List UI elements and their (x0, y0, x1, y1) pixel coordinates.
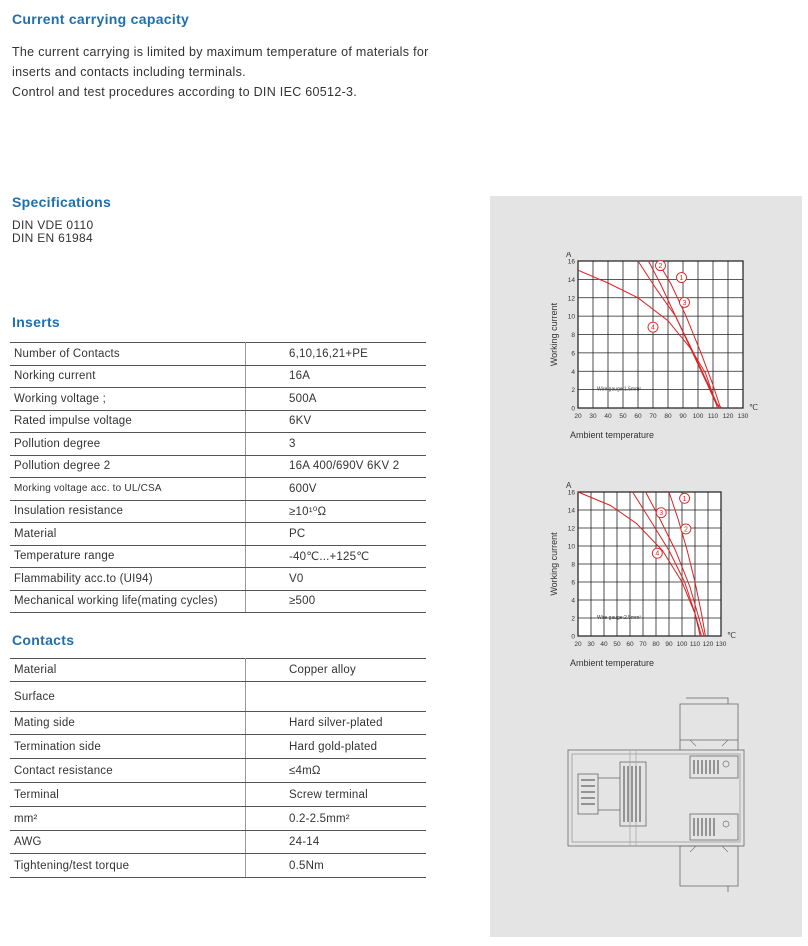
row-value: 0.5Nm (246, 854, 427, 878)
series-label-1: 1 (682, 495, 687, 503)
row-value (246, 682, 427, 712)
x-tick-label: 20 (574, 641, 582, 648)
y-tick-label: 0 (571, 633, 575, 641)
y-tick-label: 8 (571, 561, 575, 569)
x-tick-label: 130 (737, 413, 749, 420)
spec-standard: DIN EN 61984 (12, 231, 93, 245)
row-value: ≤4mΩ (246, 759, 427, 783)
x-tick-label: 90 (679, 413, 687, 420)
row-label: Material (10, 659, 246, 682)
row-value: 500A (246, 388, 427, 411)
series-label-1: 1 (679, 275, 684, 283)
table-row (10, 410, 426, 433)
row-label: Pollution degree (10, 433, 246, 456)
row-value: 16A 400/690V 6KV 2 (246, 455, 427, 478)
paragraph-line: inserts and contacts including terminals. (12, 65, 246, 79)
current-chart-2.5mm (490, 478, 802, 698)
row-value: Screw terminal (246, 783, 427, 807)
paragraph-line: Control and test procedures according to DIN IEC 60512-3. (12, 85, 358, 99)
row-label: Contact resistance (10, 759, 246, 783)
row-value: 0.2-2.5mm² (246, 807, 427, 831)
contacts-heading: Contacts (12, 632, 75, 648)
wire-gauge-annotation: Wire gauge:2.5mm² (597, 614, 641, 621)
inserts-table (10, 342, 426, 613)
row-label: Insulation resistance (10, 500, 246, 523)
y-tick-label: 2 (571, 615, 575, 623)
y-tick-label: 8 (571, 332, 575, 339)
y-tick-label: 4 (571, 368, 575, 376)
x-tick-label: 90 (665, 641, 673, 648)
x-axis-label: Ambient temperature (570, 430, 655, 440)
y-tick-label: 14 (567, 507, 575, 515)
row-value: 16A (246, 365, 427, 388)
y-axis-label: Working current (549, 532, 559, 596)
table-row (10, 365, 426, 388)
table-row (10, 831, 426, 854)
x-tick-label: 130 (715, 641, 727, 648)
x-tick-label: 30 (589, 413, 597, 420)
y-tick-label: 6 (571, 350, 575, 358)
row-value: -40℃...+125℃ (246, 545, 427, 568)
y-tick-label: 2 (571, 387, 575, 395)
row-label: Rated impulse voltage (10, 410, 246, 433)
table-row (10, 523, 426, 546)
table-row (10, 712, 426, 735)
row-value: 6,10,16,21+PE (246, 343, 427, 366)
row-label: Mating side (10, 712, 246, 735)
table-row (10, 343, 426, 366)
table-row (10, 783, 426, 807)
table-row (10, 759, 426, 783)
row-label: Termination side (10, 735, 246, 759)
series-label-2: 2 (683, 526, 688, 534)
x-tick-label: 70 (639, 641, 647, 648)
y-tick-label: 10 (567, 313, 575, 321)
x-tick-label: 120 (722, 413, 734, 420)
row-label: mm² (10, 807, 246, 831)
x-axis-label: Ambient temperature (570, 658, 655, 668)
row-label: Norking current (10, 365, 246, 388)
specifications-heading: Specifications (12, 194, 112, 210)
row-label: Pollution degree 2 (10, 455, 246, 478)
current-carrying-text (12, 42, 472, 102)
table-row (10, 854, 426, 878)
x-tick-label: 50 (619, 413, 627, 420)
x-tick-label: 110 (707, 413, 719, 420)
row-value: V0 (246, 568, 427, 591)
row-label: Flammability acc.to (UI94) (10, 568, 246, 591)
paragraph-line: The current carrying is limited by maximum temperature of materials for (12, 45, 429, 59)
x-tick-label: 110 (689, 641, 701, 648)
row-label: Mechanical working life(mating cycles) (10, 590, 246, 613)
wire-gauge-annotation: Wire gauge:1.5mm² (597, 386, 641, 393)
x-tick-label: 40 (600, 641, 608, 648)
y-tick-label: 16 (567, 258, 575, 266)
x-tick-label: 20 (574, 413, 582, 420)
row-label: Material (10, 523, 246, 546)
x-tick-label: 60 (626, 641, 634, 648)
x-tick-label: 60 (634, 413, 642, 420)
table-row (10, 735, 426, 759)
row-value: 24-14 (246, 831, 427, 854)
table-row (10, 433, 426, 456)
series-label-3: 3 (682, 299, 687, 307)
row-value: ≥500 (246, 590, 427, 613)
row-label: Number of Contacts (10, 343, 246, 366)
series-label-3: 3 (659, 510, 664, 518)
enclosure-drawing (490, 696, 802, 946)
table-row (10, 807, 426, 831)
table-row (10, 659, 426, 682)
y-tick-label: 12 (567, 525, 575, 533)
y-tick-label: 0 (571, 405, 575, 413)
y-unit-label: A (566, 252, 572, 259)
y-axis-label: Working current (549, 302, 559, 367)
table-row (10, 545, 426, 568)
row-label: Morking voltage acc. to UL/CSA (10, 478, 246, 501)
x-tick-label: 50 (613, 641, 621, 648)
row-label: Surface (10, 682, 246, 712)
current-chart-1.5mm (490, 252, 802, 512)
x-tick-label: 100 (676, 641, 688, 648)
table-row (10, 500, 426, 523)
row-label: Temperature range (10, 545, 246, 568)
row-value: Hard gold-plated (246, 735, 427, 759)
current-carrying-heading: Current carrying capacity (12, 11, 190, 27)
y-unit-label: A (566, 481, 572, 490)
table-row (10, 455, 426, 478)
series-label-4: 4 (651, 324, 655, 332)
charts-panel (490, 196, 802, 937)
row-label: Terminal (10, 783, 246, 807)
table-row (10, 590, 426, 613)
row-value: 600V (246, 478, 427, 501)
y-tick-label: 10 (567, 543, 575, 551)
spec-standard: DIN VDE 0110 (12, 218, 94, 232)
y-tick-label: 12 (567, 295, 575, 303)
y-tick-label: 16 (567, 489, 575, 497)
series-label-4: 4 (655, 550, 660, 558)
inserts-heading: Inserts (12, 314, 61, 330)
specifications-list (12, 219, 93, 245)
row-value: PC (246, 523, 427, 546)
x-tick-label: 120 (702, 641, 714, 648)
table-row (10, 478, 426, 501)
contacts-table (10, 658, 426, 878)
row-value: ≥10¹⁰Ω (246, 500, 427, 523)
x-tick-label: 80 (652, 641, 660, 648)
x-unit-label: ℃ (727, 631, 736, 640)
y-tick-label: 6 (571, 579, 575, 587)
row-label: Working voltage ; (10, 388, 246, 411)
table-row (10, 682, 426, 712)
series-label-2: 2 (658, 263, 663, 271)
row-value: Copper alloy (246, 659, 427, 682)
row-label: Tightening/test torque (10, 854, 246, 878)
table-row (10, 388, 426, 411)
x-tick-label: 80 (664, 413, 672, 420)
row-value: Hard silver-plated (246, 712, 427, 735)
row-value: 6KV (246, 410, 427, 433)
row-label: AWG (10, 831, 246, 854)
table-row (10, 568, 426, 591)
x-tick-label: 70 (649, 413, 657, 420)
y-tick-label: 14 (567, 276, 575, 284)
row-value: 3 (246, 433, 427, 456)
y-tick-label: 4 (571, 597, 575, 605)
x-tick-label: 40 (604, 413, 612, 420)
x-tick-label: 100 (692, 413, 704, 420)
x-unit-label: ℃ (749, 403, 758, 412)
x-tick-label: 30 (587, 641, 595, 648)
